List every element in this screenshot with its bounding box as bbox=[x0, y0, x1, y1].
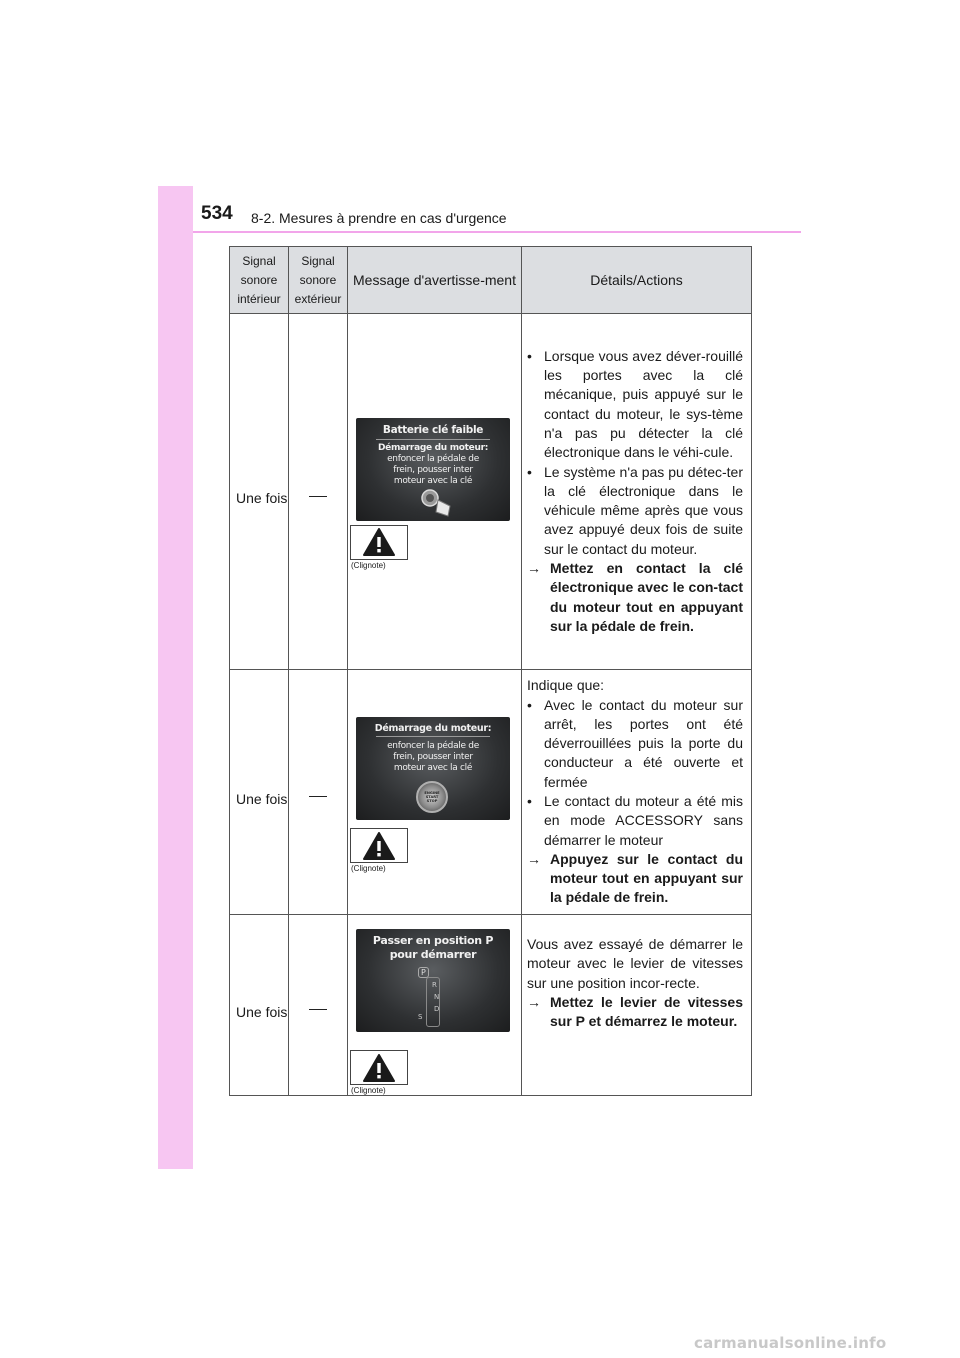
table-row bbox=[230, 915, 752, 1096]
screen-divider bbox=[376, 439, 490, 440]
display-screen bbox=[356, 717, 510, 820]
interior-buzzer-cell: Une fois bbox=[230, 915, 289, 1096]
dash-mark bbox=[309, 496, 327, 497]
header-exterior-buzzer: Signal sonore extérieur bbox=[289, 247, 348, 314]
details-cell bbox=[522, 314, 752, 670]
details-text: Vous avez essayé de démarrer le moteur avec le levier de vitesses sur une position incor-recte. bbox=[527, 936, 743, 991]
gear-letter: S bbox=[418, 1013, 423, 1021]
display-screen bbox=[356, 929, 510, 1032]
chapter-side-tab bbox=[158, 186, 193, 1169]
warning-message-cell bbox=[348, 915, 522, 1096]
shift-gate-icon bbox=[414, 965, 474, 1029]
warning-message-cell bbox=[348, 314, 522, 670]
table-row bbox=[230, 314, 752, 670]
key-fob-icon bbox=[420, 488, 454, 518]
screen-line: moteur avec la clé bbox=[393, 475, 473, 486]
screen-line: frein, pousser inter bbox=[393, 464, 473, 475]
warning-indicator bbox=[350, 525, 408, 560]
warning-triangle-icon bbox=[362, 831, 396, 861]
flash-note: (Clignote) bbox=[351, 864, 386, 873]
flash-note: (Clignote) bbox=[351, 1086, 386, 1095]
warning-table bbox=[229, 246, 752, 1096]
details-bullet: • Le système n'a pas pu détec-ter la clé électronique dans le véhicule même après que vous avez appuyé deux fois de suite sur le contact du moteur. bbox=[527, 463, 743, 557]
gear-letter: D bbox=[434, 1005, 440, 1013]
engine-start-button-icon bbox=[416, 781, 448, 813]
header-interior-buzzer: Signal sonore intérieur bbox=[230, 247, 289, 314]
section-title: 8-2. Mesures à prendre en cas d'urgence bbox=[251, 210, 507, 226]
screen-line: enfoncer la pédale de bbox=[387, 453, 479, 464]
page-number: 534 bbox=[201, 203, 233, 224]
engine-start-button-label: ENGINE START STOP bbox=[424, 791, 440, 803]
gear-letter: R bbox=[432, 981, 437, 989]
screen-line: enfoncer la pédale de bbox=[387, 741, 479, 751]
dash-mark bbox=[309, 1009, 327, 1010]
details-action: → Mettez le levier de vitesses sur P et démarrez le moteur. bbox=[527, 993, 743, 1030]
screen-title: Batterie clé faible bbox=[382, 423, 484, 436]
header-details-actions: Détails/Actions bbox=[522, 247, 752, 314]
details-intro: Indique que: bbox=[527, 677, 605, 694]
details-bullet: • Lorsque vous avez déver-rouillé les portes avec la clé mécanique, puis appuyé sur le contact du moteur, le sys-tème n'a pas pu détecter la clé électronique dans le véhi-cule. bbox=[527, 347, 743, 461]
screen-line: frein, pousser inter bbox=[393, 752, 473, 762]
screen-line: Démarrage du moteur: bbox=[377, 442, 489, 453]
details-bullet: • Avec le contact du moteur sur arrêt, les portes ont été déverrouillées puis la porte du conducteur a été ouverte et fermée bbox=[527, 696, 743, 790]
screen-line: moteur avec la clé bbox=[393, 763, 473, 773]
details-bullet: • Le contact du moteur a été mis en mode ACCESSORY sans démarrer le moteur bbox=[527, 793, 743, 848]
screen-title-line2: pour démarrer bbox=[389, 948, 477, 961]
gear-letter: P bbox=[418, 967, 429, 978]
warning-indicator bbox=[350, 828, 408, 863]
screen-title: Passer en position P bbox=[372, 934, 494, 947]
exterior-buzzer-cell bbox=[289, 670, 348, 915]
warning-triangle-icon bbox=[362, 1053, 396, 1083]
details-cell bbox=[522, 670, 752, 915]
watermark: carmanualsonline.info bbox=[694, 1334, 887, 1352]
header-warning-message: Message d'avertisse-ment bbox=[348, 247, 522, 314]
warning-triangle-icon bbox=[362, 527, 396, 557]
screen-title: Démarrage du moteur: bbox=[374, 723, 492, 734]
exterior-buzzer-cell bbox=[289, 915, 348, 1096]
gear-letter: N bbox=[434, 993, 440, 1001]
warning-message-cell bbox=[348, 670, 522, 915]
table-row bbox=[230, 670, 752, 915]
table-header-row bbox=[230, 247, 752, 314]
details-cell bbox=[522, 915, 752, 1096]
screen-divider bbox=[376, 736, 490, 737]
display-screen bbox=[356, 418, 510, 521]
dash-mark bbox=[309, 796, 327, 797]
warning-indicator bbox=[350, 1050, 408, 1085]
exterior-buzzer-cell bbox=[289, 314, 348, 670]
header-rule bbox=[193, 231, 801, 233]
interior-buzzer-cell: Une fois bbox=[230, 670, 289, 915]
details-action: → Mettez en contact la clé électronique avec le con-tact du moteur tout en appuyant sur la pédale de frein. bbox=[527, 560, 743, 634]
interior-buzzer-cell: Une fois bbox=[230, 314, 289, 670]
flash-note: (Clignote) bbox=[351, 560, 386, 570]
details-action: → Appuyez sur le contact du moteur tout en appuyant sur la pédale de frein. bbox=[527, 850, 743, 906]
